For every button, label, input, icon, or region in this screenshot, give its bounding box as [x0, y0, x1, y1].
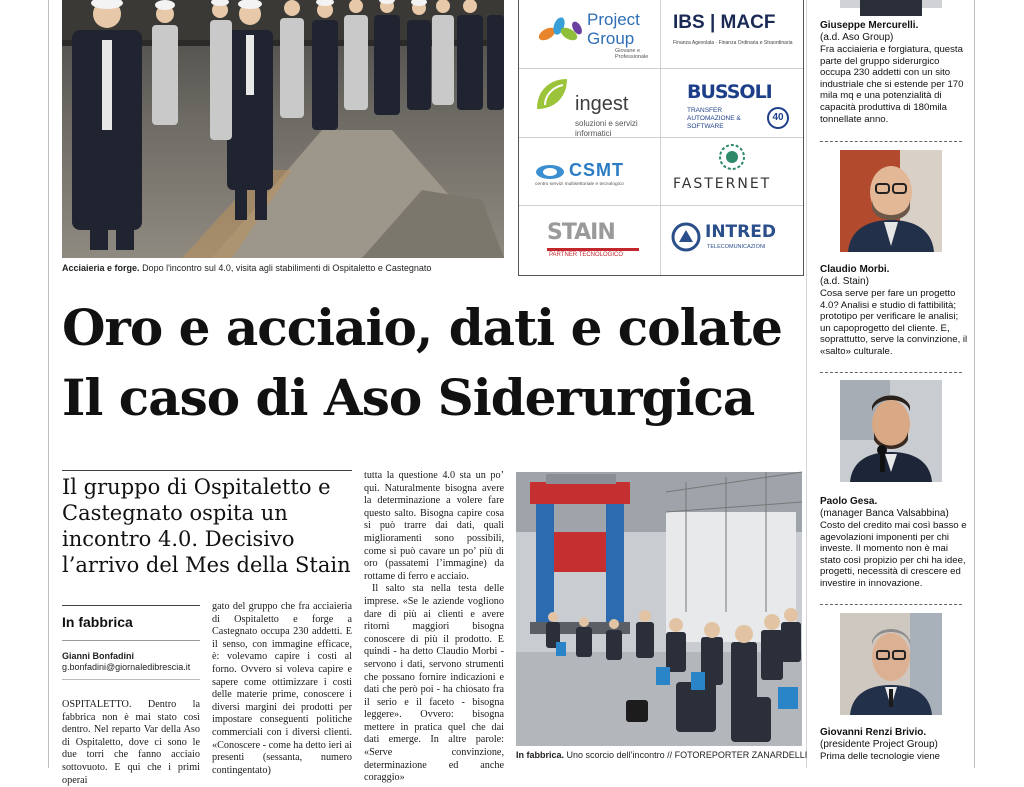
top-photo-caption	[62, 263, 431, 274]
headline-line-2: Il caso di Aso Siderurgica	[62, 368, 755, 427]
ingest-name: ingest	[575, 92, 629, 115]
bussoli-name: BUSSOLI	[687, 80, 772, 103]
sidebar-item-mercurelli	[820, 20, 968, 125]
stain-red-bar	[547, 248, 639, 251]
ibs-macf-name: IBS | MACF	[673, 12, 776, 33]
sidebar-divider-2	[820, 372, 962, 373]
sidebar-name-morbi: Claudio Morbi.	[820, 264, 890, 275]
subhead-top-rule	[62, 470, 352, 471]
meeting-photo	[516, 472, 802, 746]
headline-line-1: Oro e acciaio, dati e colate	[62, 298, 782, 357]
sponsor-intred	[661, 206, 803, 275]
csmt-cloud-icon	[535, 162, 565, 180]
article-column-1	[62, 699, 200, 786]
column-3-text-b: Il salto sta nella testa delle imprese. «Se le aziende vogliono dare di più ai clienti e avere ritorni maggiori bisogna conoscere di più il prodotto. E quindi - ha detto Claudio Morbi - servono i dati, servono strumenti che possano fornire indicazioni e dati che però poi - ha chiosato fra il serio e il faceto - bisogna leggere». Ovvero: bisogna mettere in pratica quel che dai dati emerge. In altre parole: «Serve convinzione, determinazione ed anche coraggio»	[364, 583, 504, 784]
meeting-photo-caption	[516, 750, 807, 761]
sidebar-role-gesa: (manager Banca Valsabbina)	[820, 508, 949, 519]
column-3-text-a: tutta la questione 4.0 sta un po’ qui. Naturalmente bisogna avere la determinazione a volere fare questo salto. Bisogna capire cosa si può trarre dai dati, quali miglioramenti sono possibili, come si può cavare un po’ più di oro (passatemi l’immagine) da rottame di ferro e acciaio.	[364, 470, 504, 582]
portrait-mercurelli	[840, 0, 942, 8]
section-bottom-rule	[62, 640, 200, 641]
sidebar-item-gesa	[820, 496, 968, 590]
mid-caption-text: Uno scorcio dell’incontro // FOTOREPORTER ZANARDELLI	[566, 750, 808, 760]
sidebar-role-mercurelli: (a.d. Aso Group)	[820, 32, 894, 43]
sidebar-name-mercurelli: Giuseppe Mercurelli.	[820, 20, 919, 31]
sidebar-divider-1	[820, 141, 962, 142]
fasternet-name: FASTERNET	[673, 175, 772, 192]
top-caption-text: Dopo l'incontro sul 4.0, visita agli stabilimenti di Ospitaletto e Castegnato	[142, 263, 432, 273]
intred-circle-icon	[671, 222, 701, 252]
author-email: g.bonfadini@giornaledibrescia.it	[62, 662, 191, 672]
project-group-logo-icon	[535, 10, 595, 50]
sponsor-bussoli	[661, 69, 803, 138]
subheadline: Il gruppo di Ospitaletto e Castegnato ospita un incontro 4.0. Decisivo l’arrivo del Mes della Stain	[62, 475, 351, 577]
csmt-tagline: centro servizi multisettoriale e tecnologico	[535, 181, 624, 187]
sponsor-stain	[519, 206, 661, 275]
csmt-name: CSMT	[569, 159, 624, 180]
sponsor-project-group	[519, 0, 661, 69]
section-title: In fabbrica	[62, 614, 133, 630]
ibs-macf-tagline: Finanza Agevolata · Finanza Ordinaria e Straordinaria	[673, 40, 793, 46]
sponsor-ibs-macf	[661, 0, 803, 69]
fasternet-flower-icon	[717, 142, 747, 172]
sidebar-text-renzi-brivio: Prima delle tecnologie viene	[820, 751, 940, 762]
bussoli-40-badge: 40	[767, 107, 789, 129]
intred-tagline: TELECOMUNICAZIONI	[707, 244, 766, 251]
sidebar-divider-3	[820, 604, 962, 605]
ingest-tagline: soluzioni e servizi informatici	[575, 118, 638, 138]
stain-name: STAIN	[547, 220, 615, 246]
sidebar-role-morbi: (a.d. Stain)	[820, 276, 869, 287]
sidebar-name-renzi-brivio: Giovanni Renzi Brivio.	[820, 727, 927, 738]
sidebar-divider	[806, 0, 807, 768]
article-column-2	[212, 601, 352, 776]
top-caption-bold: Acciaieria e forge.	[62, 263, 140, 273]
portrait-gesa	[840, 380, 942, 482]
column-2-text: gato del gruppo che fra acciaieria di Ospitaletto e forge a Castegnato occupa 230 addetti. E il senso, con immagine efficace, è: volevamo capire i costi al forno. Ovvero si voleva capire e sapere come ottimizzare i costi delle materie prime, conoscere i diversi margini dei prodotti per impostare conseguenti politiche commerciali con i diversi clienti. «Conoscere - come ha detto ieri ai presenti (sessanta, numero contingentato)	[212, 601, 352, 776]
project-group-name: Project Group	[587, 10, 640, 48]
project-group-tagline: Giovane e Professionale	[615, 48, 649, 60]
mid-caption-bold: In fabbrica.	[516, 750, 565, 760]
author-block	[62, 651, 190, 673]
author-name: Gianni Bonfadini	[62, 651, 134, 661]
sidebar-role-renzi-brivio: (presidente Project Group)	[820, 739, 938, 750]
sidebar-text-morbi: Cosa serve per fare un progetto 4.0? Analisi e studio di fattibilità; prototipo per verificare le analisi; un capoprogetto del cliente. E, soprattutto, serve la convinzione, il «salto» culturale.	[820, 288, 968, 357]
sponsor-fasternet	[661, 138, 803, 207]
sidebar-item-morbi	[820, 264, 968, 358]
portrait-renzi-brivio	[840, 613, 942, 715]
bussoli-tagline: TRANSFER AUTOMAZIONE & SOFTWARE	[687, 106, 741, 130]
ingest-leaf-icon	[533, 75, 571, 115]
sponsor-logo-grid	[518, 0, 804, 276]
stain-tagline: PARTNER TECNOLOGICO	[549, 252, 624, 259]
section-top-rule	[62, 605, 200, 606]
factory-visit-photo	[62, 0, 504, 258]
sidebar-text-mercurelli: Fra acciaieria e forgiatura, questa parte del gruppo siderurgico occupa 230 addetti con un sito industriale che si estende per 170 mila mq e una potenzialità di capacità produttiva di 180mila tonnellate anno.	[820, 44, 964, 125]
right-margin-rule	[974, 0, 975, 768]
left-margin-rule	[48, 0, 49, 768]
sponsor-csmt	[519, 138, 661, 207]
sponsor-ingest	[519, 69, 661, 138]
intred-name: INTRED	[705, 222, 776, 243]
column-1-text: OSPITALETTO. Dentro la fabbrica non è mai stato così dentro. Nel reparto Var della Aso di Ospitaletto, dove ci sono le due torri che fanno acciaio sottovuoto. E qui che i primi operai	[62, 699, 200, 786]
portrait-morbi	[840, 150, 942, 252]
sidebar-item-renzi-brivio	[820, 727, 968, 763]
article-column-3	[364, 470, 504, 784]
sidebar-text-gesa: Costo del credito mai così basso e agevolazioni imponenti per chi investe. Il momento non è mai stato così propizio per chi ha idee, progetti, necessità di crescere ed investire in innovazione.	[820, 520, 967, 589]
sidebar-name-gesa: Paolo Gesa.	[820, 496, 878, 507]
author-bottom-rule	[62, 679, 200, 680]
